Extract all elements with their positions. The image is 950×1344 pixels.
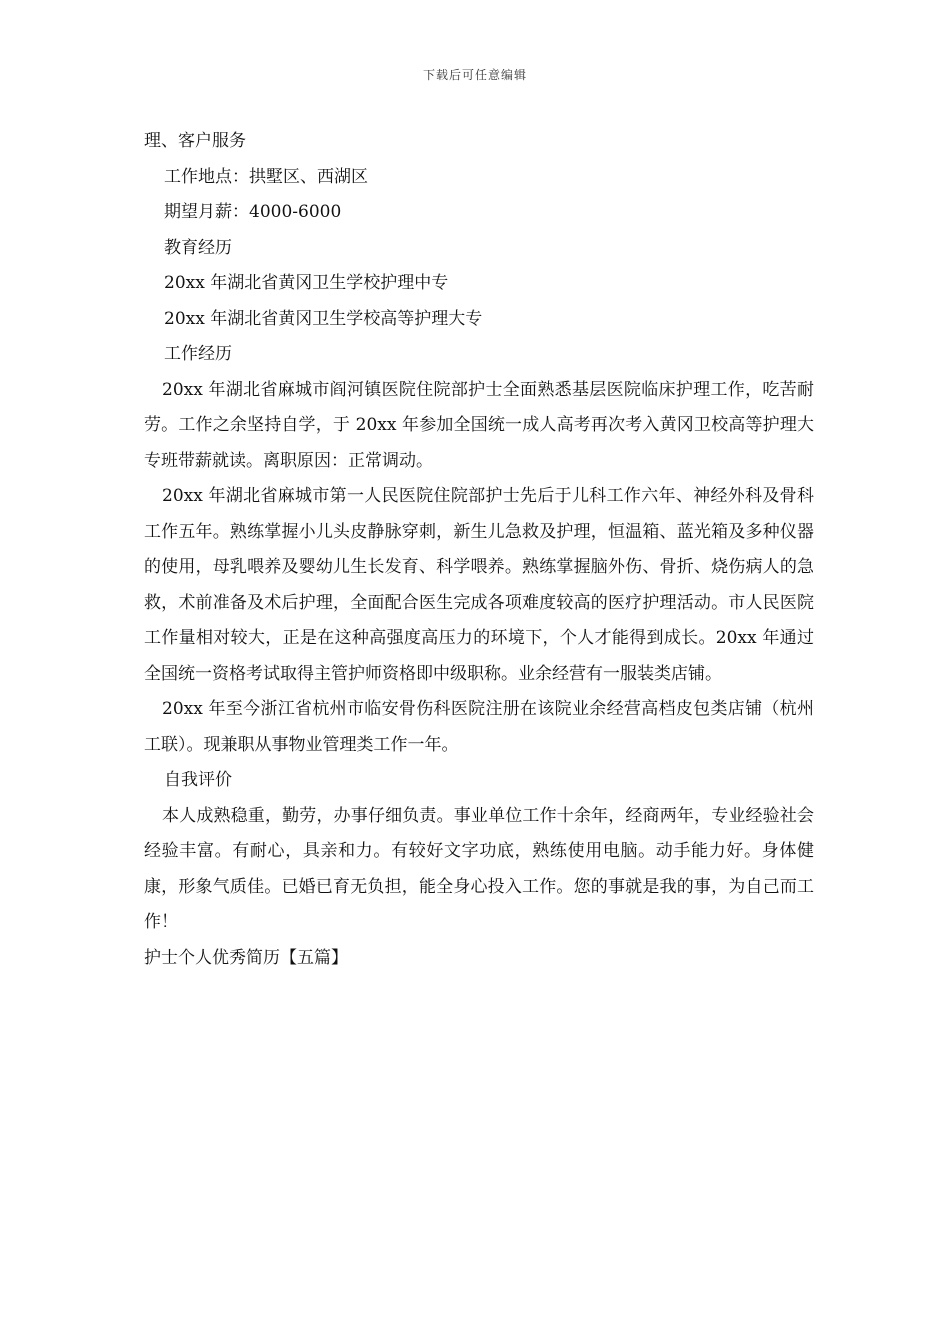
work-location: 工作地点：拱墅区、西湖区 — [164, 166, 368, 187]
work-experience-item-2: 20xx 年湖北省麻城市第一人民医院住院部护士先后于儿科工作六年、神经外科及骨科工作五年。熟练掌握小儿头皮静脉穿刺，新生儿急救及护理，恒温箱、蓝光箱及多种仪器的使用，母乳喂养及婴幼儿生长发育、科学喂养。熟练掌握脑外伤、骨折、烧伤病人的急救，术前准备及术后护理，全面配合医生完成各项难度较高的医疗护理活动。市人民医院工作量相对较大，正是在这种高强度高压力的环境下，个人才能得到成长。20xx 年通过全国统一资格考试取得主管护师资格即中级职称。业余经营有一服装类店铺。 — [144, 486, 814, 684]
education-item-2: 20xx 年湖北省黄冈卫生学校高等护理大专 — [164, 308, 483, 329]
resume-body — [144, 124, 814, 976]
education-heading: 教育经历 — [164, 237, 232, 258]
education-item-1: 20xx 年湖北省黄冈卫生学校护理中专 — [164, 273, 449, 293]
document-title: 护士个人优秀简历【五篇】 — [144, 947, 348, 968]
self-evaluation-text: 本人成熟稳重，勤劳，办事仔细负责。事业单位工作十余年，经商两年，专业经验社会经验丰富。有耐心，具亲和力。有较好文字功底，熟练使用电脑。动手能力好。身体健康，形象气质佳。已婚已育无负担，能全身心投入工作。您的事就是我的事，为自己而工作！ — [144, 805, 814, 932]
work-experience-item-3: 20xx 年至今浙江省杭州市临安骨伤科医院注册在该院业余经营高档皮包类店铺（杭州工联）。现兼职从事物业管理类工作一年。 — [144, 699, 814, 755]
job-intent-continuation: 理、客户服务 — [144, 131, 246, 151]
self-evaluation-heading: 自我评价 — [164, 770, 232, 790]
expected-salary: 期望月薪：4000-6000 — [164, 202, 342, 222]
work-experience-heading: 工作经历 — [164, 344, 232, 364]
page-header-note: 下载后可任意编辑 — [422, 68, 527, 82]
work-experience-item-1: 20xx 年湖北省麻城市阎河镇医院住院部护士全面熟悉基层医院临床护理工作，吃苦耐劳。工作之余坚持自学，于 20xx 年参加全国统一成人高考再次考入黄冈卫校高等护理大专班带薪就读。离职原因：正常调动。 — [144, 379, 814, 471]
